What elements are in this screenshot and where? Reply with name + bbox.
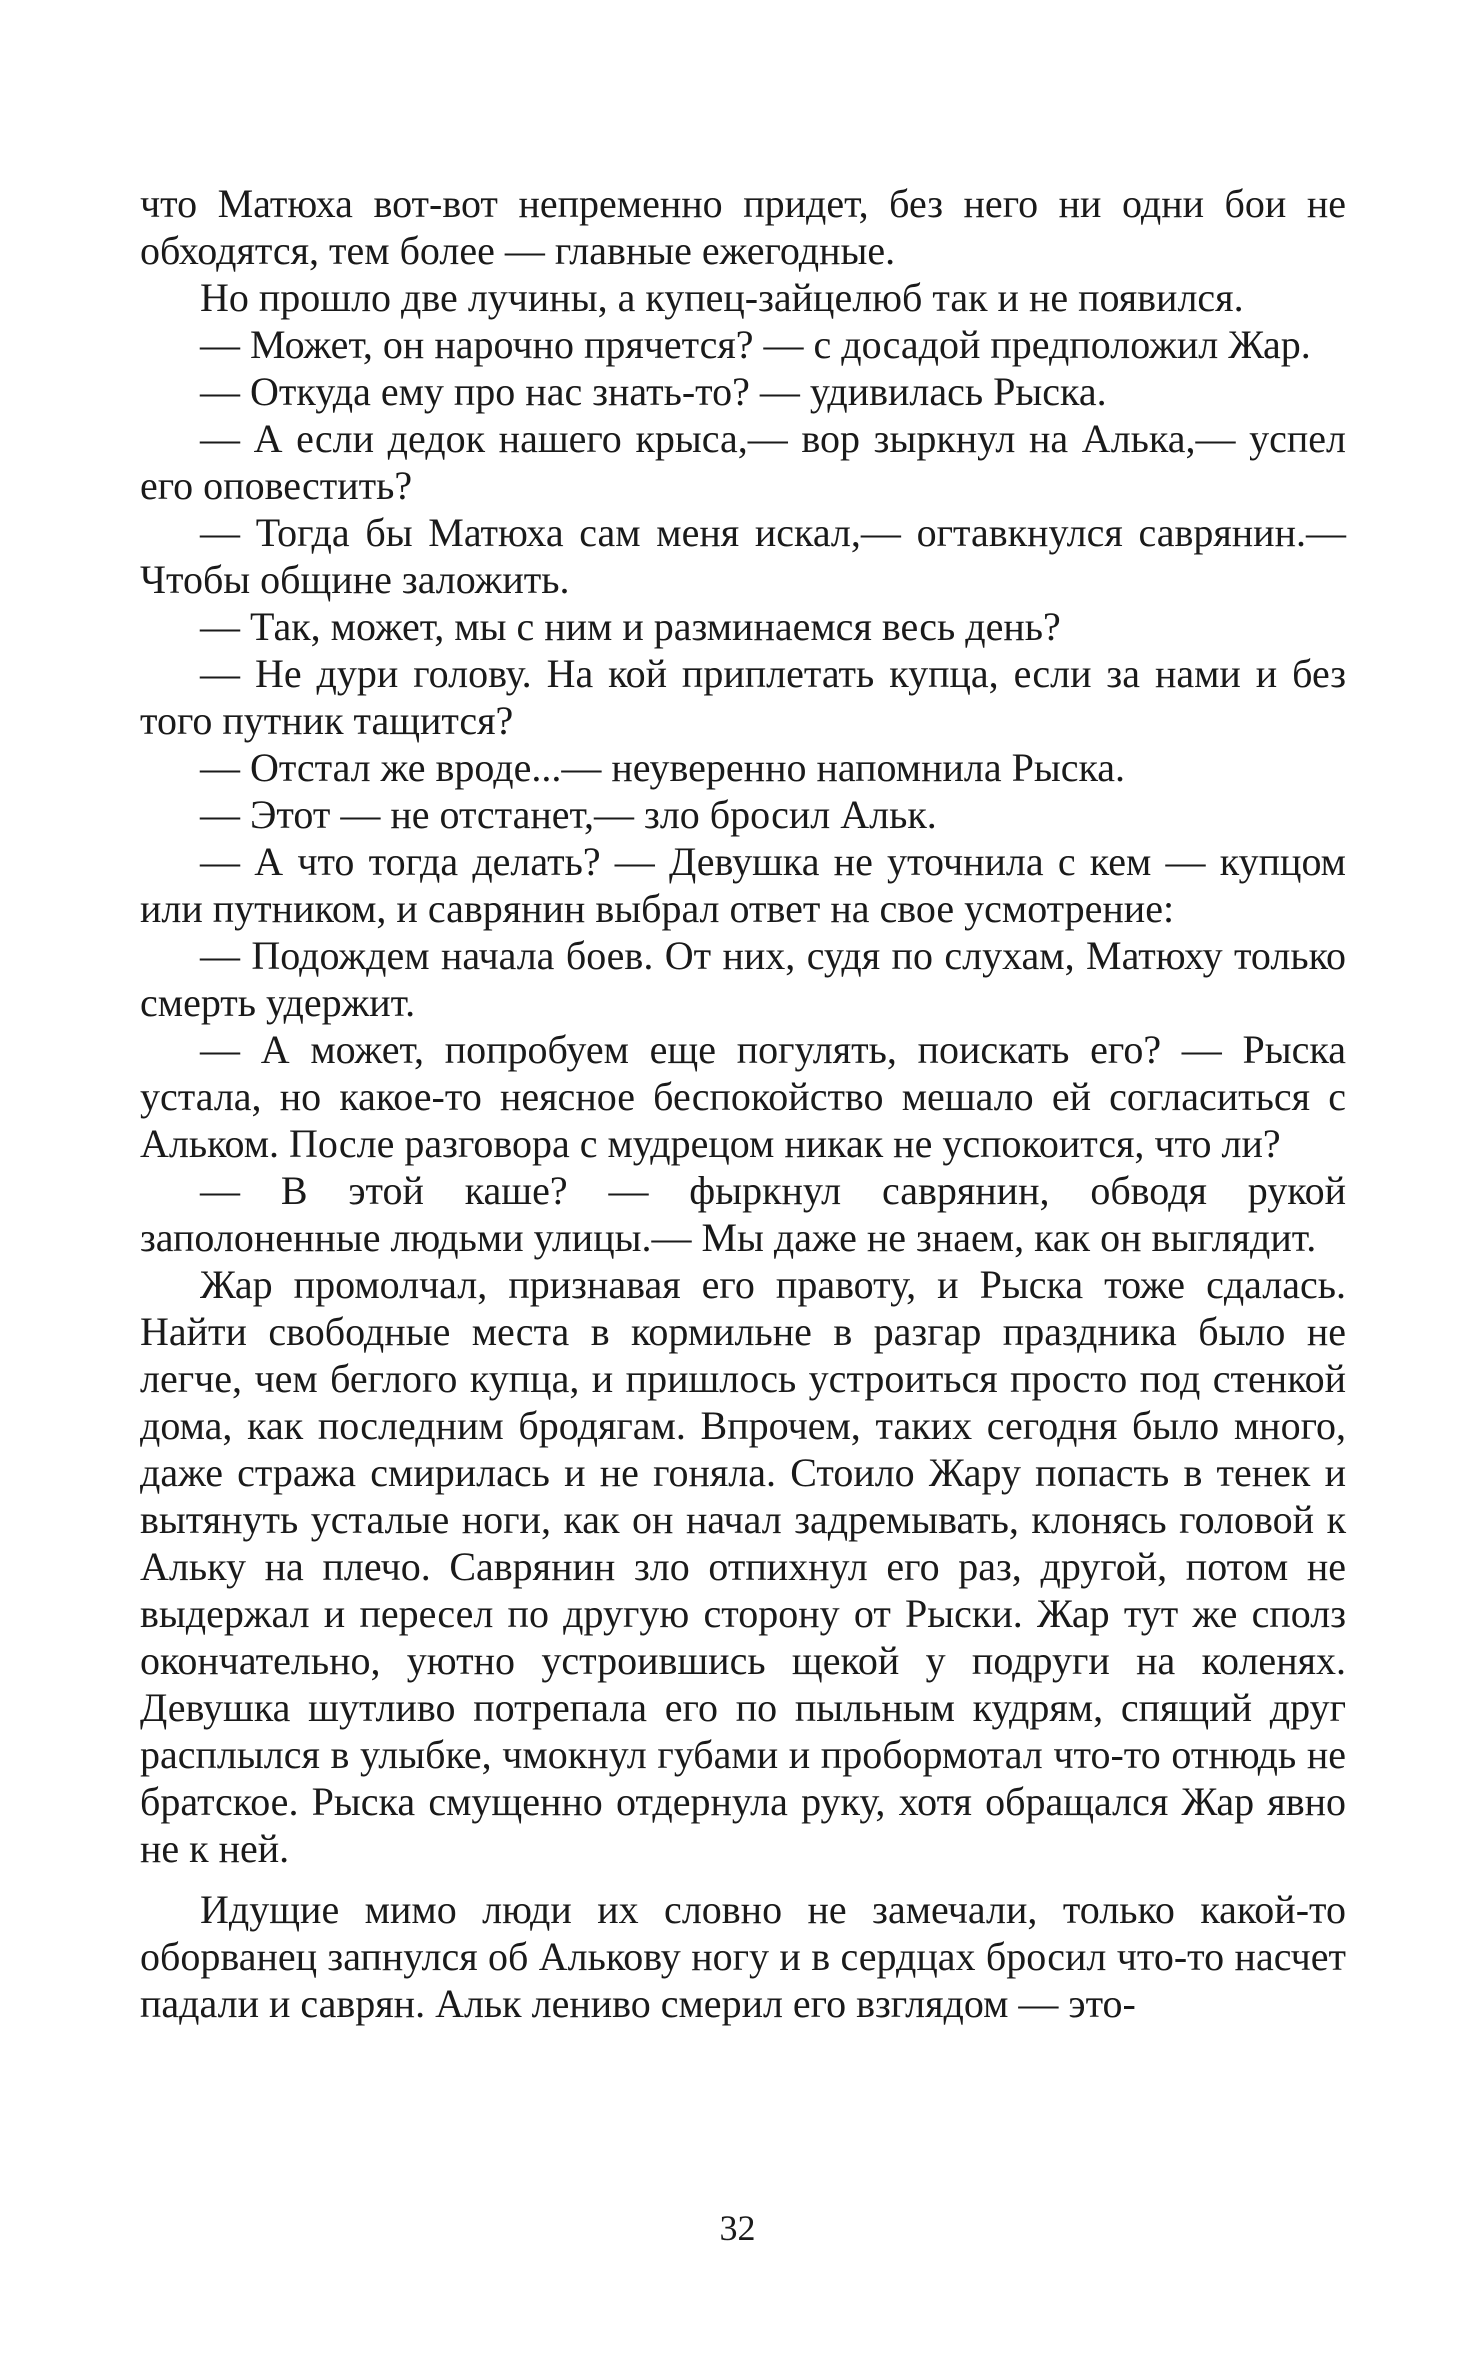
paragraph: — А может, попробуем еще погулять, поискать его? — Рыска устала, но какое-то неясное беспокойство мешало ей согласиться с Альком. После разговора с мудрецом никак не успокоится, что ли? [140, 1027, 1346, 1166]
paragraph: — А что тогда делать? — Девушка не уточнила с кем — купцом или путником, и саврянин выбрал ответ на свое усмотрение: [140, 839, 1346, 931]
paragraph: — Подождем начала боев. От них, судя по слухам, Матюху только смерть удержит. [140, 933, 1346, 1025]
paragraph: что Матюха вот-вот непременно придет, без него ни одни бои не обходятся, тем более — главные ежегодные. [140, 181, 1346, 273]
paragraph: — Так, может, мы с ним и разминаемся весь день? [200, 604, 1061, 649]
paragraph: Но прошло две лучины, а купец-зайцелюб так и не появился. [200, 275, 1244, 320]
paragraph: — Может, он нарочно прячется? — с досадой предположил Жар. [200, 322, 1311, 367]
paragraph: — Отстал же вроде...— неуверенно напомнила Рыска. [200, 745, 1126, 790]
body-text [140, 180, 1346, 2027]
paragraph: Жар промолчал, признавая его правоту, и Рыска тоже сдалась. Найти свободные места в кормильне в разгар праздника было не легче, чем беглого купца, и пришлось устроиться просто под стенкой дома, как последним бродягам. Впрочем, таких сегодня было много, даже стража смирилась и не гоняла. Стоило Жару попасть в тенек и вытянуть усталые ноги, как он начал задремывать, клонясь головой к Альку на плечо. Саврянин зло отпихнул его раз, другой, потом не выдержал и пересел по другую сторону от Рыски. Жар тут же сполз окончательно, уютно устроившись щекой у подруги на коленях. Девушка шутливо потрепала его по пыльным кудрям, спящий друг расплылся в улыбке, чмокнул губами и пробормотал что-то отнюдь не братское. Рыска смущенно отдернула руку, хотя обращался Жар явно не к ней. [140, 1262, 1346, 1871]
paragraph: — Этот — не отстанет,— зло бросил Альк. [200, 792, 937, 837]
paragraph: — Не дури голову. На кой приплетать купца, если за нами и без того путник тащится? [140, 651, 1346, 743]
paragraph: — Тогда бы Матюха сам меня искал,— огтавкнулся саврянин.— Чтобы общине заложить. [140, 510, 1346, 602]
paragraph: Идущие мимо люди их словно не замечали, только какой-то оборванец запнулся об Алькову ногу и в сердцах бросил что-то насчет падали и саврян. Альк лениво смерил его взглядом — это- [140, 1887, 1346, 2026]
paragraph: — Откуда ему про нас знать-то? — удивилась Рыска. [200, 369, 1107, 414]
page-number: 32 [719, 2208, 756, 2248]
paragraph: — А если дедок нашего крыса,— вор зыркнул на Алька,— успел его оповестить? [140, 416, 1346, 508]
paragraph: — В этой каше? — фыркнул саврянин, обводя рукой заполоненные людьми улицы.— Мы даже не знаем, как он выглядит. [140, 1168, 1346, 1260]
